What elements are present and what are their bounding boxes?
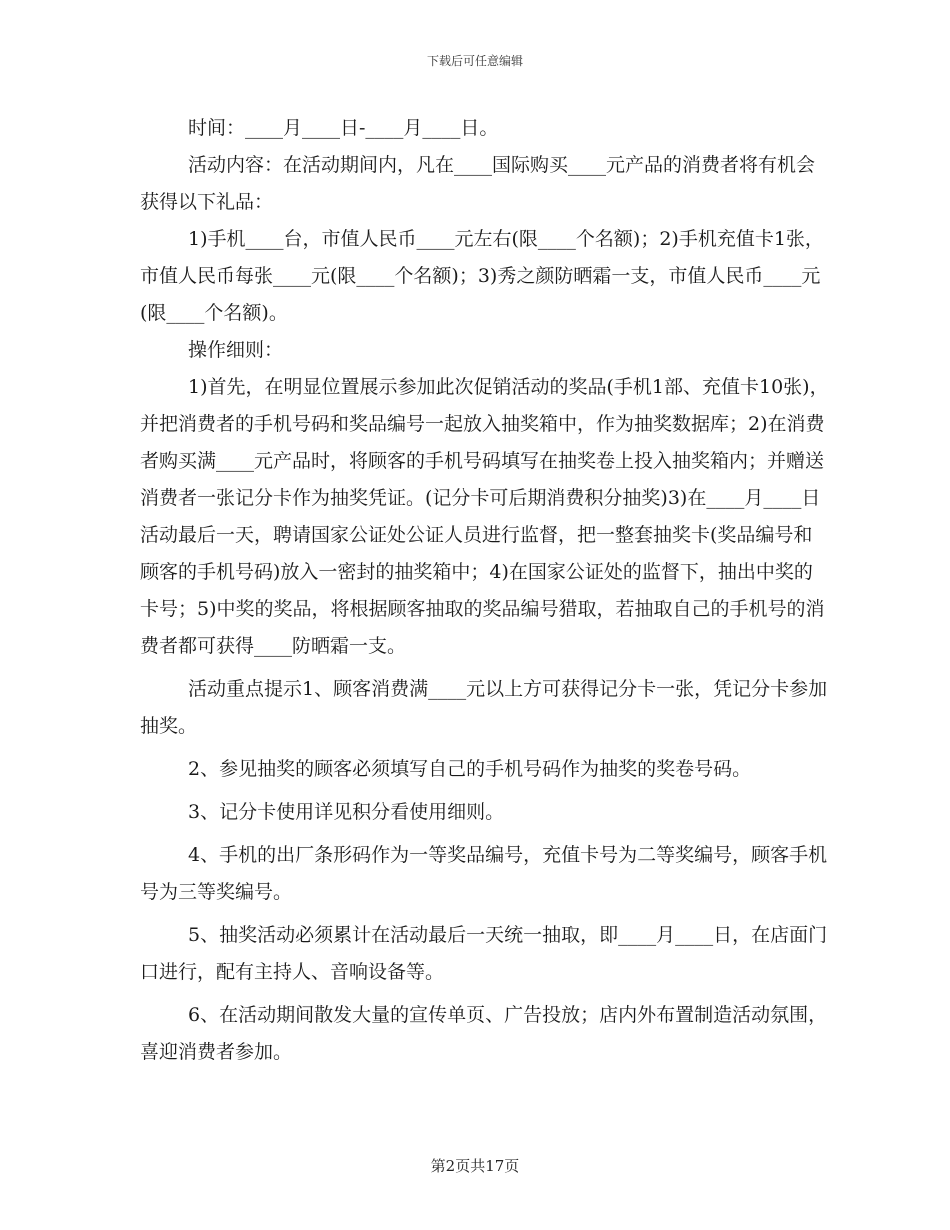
paragraph-key-points-2: 2、参见抽奖的顾客必须填写自己的手机号码作为抽奖的奖卷号码。 — [188, 758, 752, 780]
page-header-note: 下载后可任意编辑 — [426, 54, 523, 68]
paragraph-key-points-5: 5、抽奖活动必须累计在活动最后一天统一抽取，即____月____日，在店面门口进行，配有主持人、音响设备等。 — [140, 924, 828, 983]
paragraph-key-points-3: 3、记分卡使用详见积分看使用细则。 — [188, 801, 505, 823]
paragraph-key-points-4: 4、手机的出厂条形码作为一等奖品编号，充值卡号为二等奖编号，顾客手机号为三等奖编号。 — [140, 844, 828, 903]
paragraph-prizes: 1)手机____台，市值人民币____元左右(限____个名额)；2)手机充值卡1张，市值人民币每张____元(限____个名额)；3)秀之颜防晒霜一支，市值人民币____元(限____个名额)。 — [140, 228, 824, 324]
document-body — [140, 110, 830, 1071]
paragraph-operation-title: 操作细则： — [188, 339, 284, 361]
paragraph-key-points-6: 6、在活动期间散发大量的宣传单页、广告投放；店内外布置制造活动氛围，喜迎消费者参加。 — [140, 1004, 828, 1063]
paragraph-time: 时间：____月____日-____月____日。 — [188, 117, 499, 139]
paragraph-activity-content: 活动内容：在活动期间内，凡在____国际购买____元产品的消费者将有机会获得以下礼品： — [140, 154, 816, 213]
paragraph-operation-details: 1)首先，在明显位置展示参加此次促销活动的奖品(手机1部、充值卡10张)，并把消费者的手机号码和奖品编号一起放入抽奖箱中，作为抽奖数据库；2)在消费者购买满____元产品时，将顾客的手机号码填写在抽奖卷上投入抽奖箱内；并赠送消费者一张记分卡作为抽奖凭证。(记分卡可后期消费积分抽奖)3)在____月____日活动最后一天，聘请国家公证处公证人员进行监督，把一整套抽奖卡(奖品编号和顾客的手机号码)放入一密封的抽奖箱中；4)在国家公证处的监督下，抽出中奖的卡号；5)中奖的奖品，将根据顾客抽取的奖品编号猎取，若抽取自己的手机号的消费者都可获得____防晒霜一支。 — [140, 376, 829, 657]
paragraph-key-points-1: 活动重点提示1、顾客消费满____元以上方可获得记分卡一张，凭记分卡参加抽奖。 — [140, 678, 828, 737]
page-number: 第2页共17页 — [430, 1157, 520, 1175]
